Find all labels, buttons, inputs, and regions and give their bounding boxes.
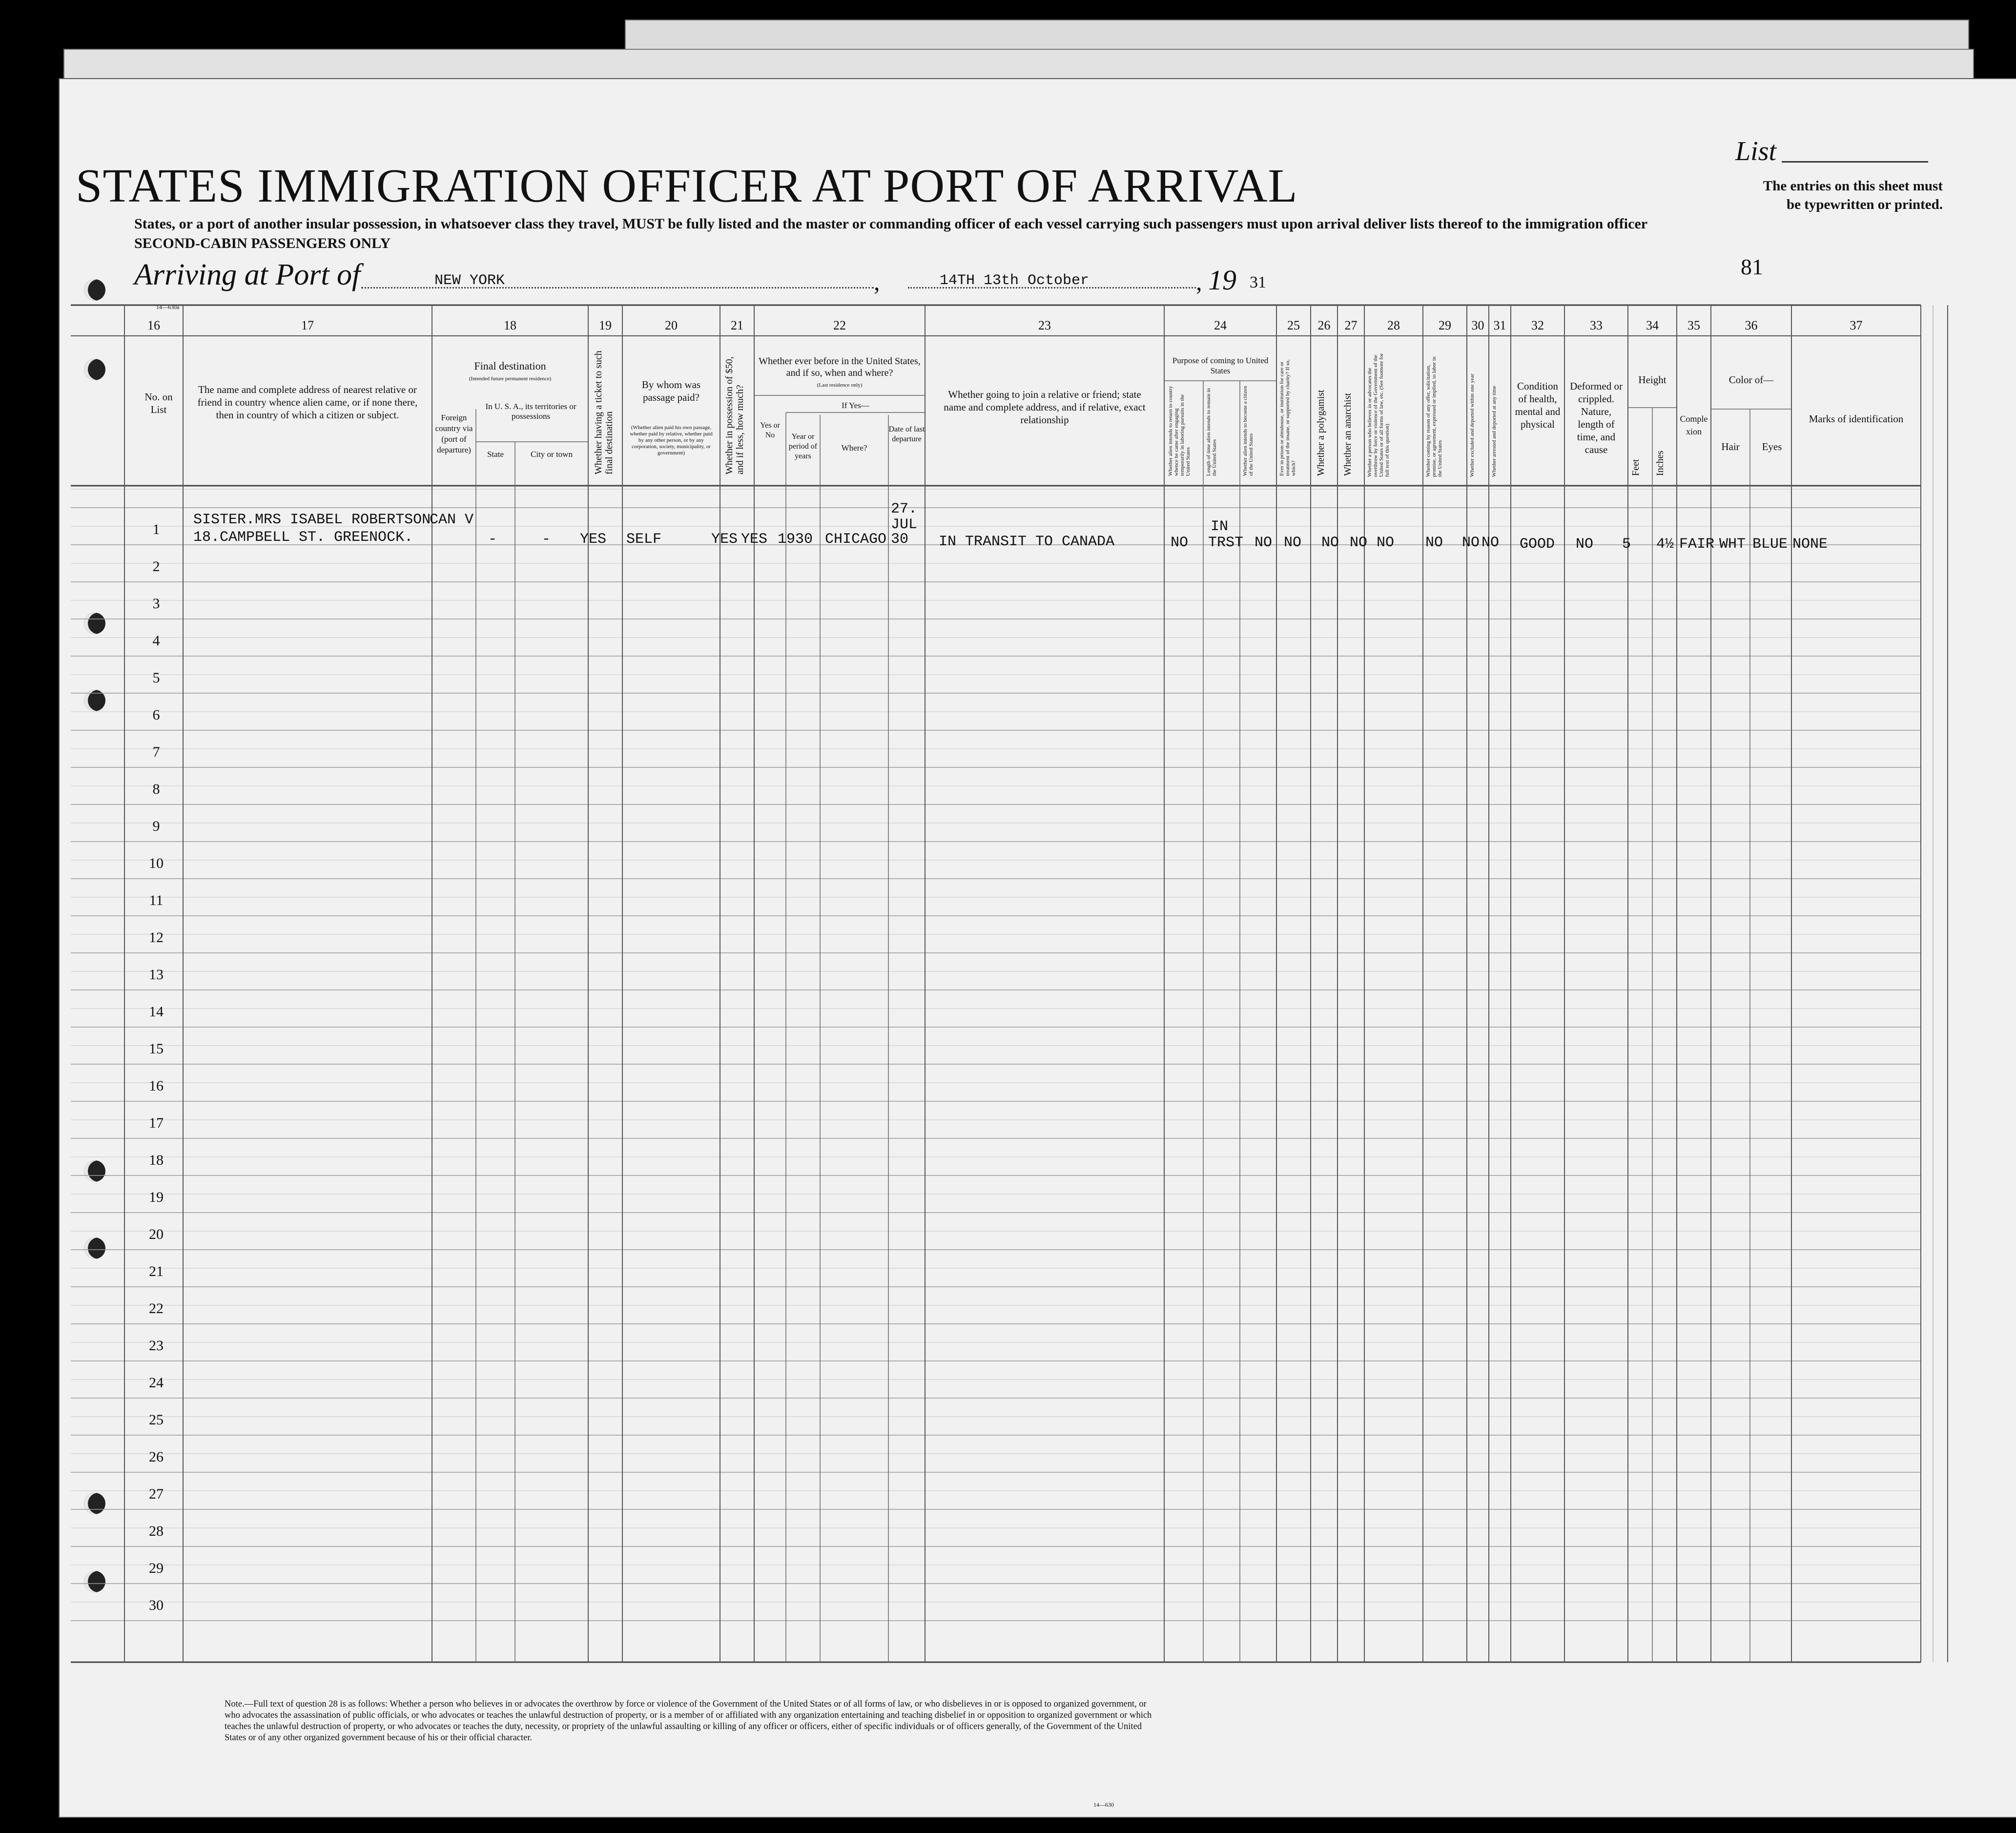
entry-length-line2: TRST — [1208, 535, 1244, 551]
column-number: 22 — [833, 318, 846, 332]
entry-relative-line2: 18.CAMPBELL ST. GREENOCK. — [193, 529, 413, 546]
column-number: 17 — [301, 318, 314, 332]
header-height: Height — [1638, 374, 1666, 386]
entry-city: - — [542, 531, 551, 548]
row-number: 21 — [149, 1263, 164, 1279]
header-final-destination-note: (Intended future permanent residence) — [469, 376, 552, 382]
header-where: Where? — [841, 443, 867, 453]
entry-joining: IN TRANSIT TO CANADA — [939, 534, 1115, 550]
column-number: 36 — [1745, 318, 1758, 332]
header-citizen: Whether alien intends to become a citizen of the United States — [1242, 386, 1254, 476]
entry-deformed: NO — [1576, 536, 1594, 553]
row-number: 20 — [149, 1226, 164, 1242]
header-hair: Hair — [1721, 441, 1740, 453]
entry-departure-line2: JUL — [891, 516, 918, 533]
row-number: 3 — [152, 596, 160, 612]
header-length: Length of time alien intends to remain in the United States — [1206, 388, 1217, 476]
column-number: 27 — [1344, 318, 1358, 332]
comma: , — [874, 268, 880, 295]
row-number: 13 — [149, 967, 164, 983]
entry-citizen: NO — [1255, 535, 1273, 551]
column-number: 37 — [1850, 318, 1863, 332]
header-usa: In U. S. A., its territories or possessions — [485, 402, 576, 421]
row-number: 18 — [149, 1152, 164, 1168]
row-number: 2 — [152, 558, 160, 575]
header-ticket: Whether having a ticket to such final destination — [593, 350, 615, 474]
row-number: 7 — [152, 744, 160, 760]
row-number: 19 — [149, 1189, 164, 1205]
column-number: 19 — [599, 318, 612, 332]
row-number: 6 — [152, 707, 160, 723]
entry-return: NO — [1171, 535, 1189, 551]
row-number: 30 — [149, 1597, 164, 1613]
entry-foreign-country: CAN V — [430, 512, 474, 528]
header-polygamist: Whether a polygamist — [1316, 390, 1326, 476]
header-if-yes: If Yes— — [842, 401, 869, 410]
header-color: Color of— — [1728, 374, 1774, 386]
date-value: 14TH 13th October — [940, 272, 1090, 289]
entry-excluded: NO — [1462, 535, 1480, 551]
entries-note-line: be typewritten or printed. — [1786, 197, 1943, 212]
form-title: STATES IMMIGRATION OFFICER AT PORT OF ARRIVAL — [76, 160, 1298, 212]
row-number: 15 — [149, 1041, 164, 1057]
entry-fifty-dollars: YES — [711, 531, 738, 548]
column-number: 24 — [1214, 318, 1227, 332]
column-number: 31 — [1493, 318, 1506, 332]
header-passage-paid: By whom was passage paid? — [641, 379, 701, 403]
form-code-bottom: 14—630 — [1093, 1801, 1114, 1808]
row-number: 28 — [149, 1523, 164, 1539]
column-number: 28 — [1387, 318, 1400, 332]
entry-feet: 5 — [1622, 536, 1631, 553]
entry-passage: SELF — [626, 531, 662, 548]
header-city: City or town — [531, 450, 573, 459]
entry-ever-before: YES — [741, 531, 768, 548]
entry-year: 1930 — [778, 531, 813, 548]
header-final-destination: Final destination — [474, 360, 546, 372]
column-number: 30 — [1471, 318, 1484, 332]
entry-health: GOOD — [1520, 536, 1555, 553]
header-anarchist: Whether an anarchist — [1342, 393, 1353, 476]
entry-departure-line3: 30 — [891, 531, 909, 548]
column-number: 29 — [1439, 318, 1451, 332]
header-inches: Inches — [1655, 450, 1666, 476]
entry-state: - — [488, 531, 497, 548]
row-number: 9 — [152, 818, 160, 834]
header-no-on-list: No. on List — [144, 391, 173, 415]
row-number: 25 — [149, 1412, 164, 1428]
entry-prison: NO — [1284, 535, 1302, 551]
entry-relative-line1: SISTER.MRS ISABEL ROBERTSON — [193, 512, 431, 528]
form-subtitle: States, or a port of another insular possession, in whatsoever class they travel, MUST be fully listed and the master or commanding officer of each vessel carrying such passengers must upon arrival deliver lists thereof to the immigration officer — [134, 216, 1648, 232]
header-foreign-country: Foreign country via (port of departure) — [435, 413, 473, 454]
column-number: 20 — [665, 318, 678, 332]
year-suffix: 31 — [1250, 273, 1266, 291]
header-departure-date: Date of last departure — [888, 425, 925, 443]
entry-anarchist: NO — [1350, 535, 1368, 551]
row-number: 14 — [149, 1004, 164, 1020]
column-number: 34 — [1646, 318, 1659, 332]
column-number: 35 — [1687, 318, 1700, 332]
column-number: 21 — [731, 318, 743, 332]
entry-deported: NO — [1481, 535, 1500, 551]
page-number: 81 — [1741, 254, 1763, 279]
arriving-label: Arriving at Port of — [134, 258, 361, 291]
row-number: 27 — [149, 1486, 164, 1502]
entry-overthrow: NO — [1377, 535, 1395, 551]
header-overthrow: Whether a person who believes in or advocates the overthrow by force or violence of the Government of the United States or of all forms of law, etc. (See footnote for full text of this question) — [1367, 353, 1390, 477]
entry-eyes: BLUE — [1752, 536, 1788, 553]
row-number: 12 — [149, 929, 164, 946]
header-feet: Feet — [1630, 459, 1641, 476]
entry-hair: WHT — [1719, 536, 1746, 553]
entry-ticket: YES — [580, 531, 607, 548]
header-ever-before-note: (Last residence only) — [817, 382, 863, 388]
row-number: 26 — [149, 1449, 164, 1465]
entry-labor-offer: NO — [1425, 535, 1443, 551]
row-number: 24 — [149, 1375, 164, 1391]
entries-note-line: The entries on this sheet must — [1763, 178, 1943, 194]
list-label: List — [1735, 136, 1777, 166]
port-value: NEW YORK — [434, 272, 505, 289]
row-number: 22 — [149, 1300, 164, 1317]
column-number: 33 — [1590, 318, 1603, 332]
row-number: 16 — [149, 1078, 164, 1094]
header-state: State — [487, 450, 504, 459]
header-passage-paid-note: (Whether alien paid his own passage, whether paid by relative, whether paid by any other person, or by any corporation, society, municipality, or government) — [630, 425, 713, 456]
header-excluded: Whether excluded and deported within one year — [1469, 373, 1475, 477]
form-code-top: 14—630a — [156, 304, 180, 310]
comma: , — [1196, 268, 1202, 295]
header-purpose: Purpose of coming to United States — [1172, 356, 1269, 375]
column-number: 18 — [504, 318, 516, 332]
header-marks: Marks of identification — [1809, 413, 1904, 425]
entry-where: CHICAGO — [825, 531, 887, 548]
header-deported: Whether arrested and deported at any time — [1491, 386, 1497, 477]
header-relative-address: The name and complete address of nearest relative or friend in country whence alien came, or if none there, then in country of which a citizen or subject. — [197, 384, 418, 421]
header-prison: Ever in prison or almshouse, or institution for care or treatment of the insane, or supported by charity? If so, which? — [1279, 359, 1296, 476]
passenger-class: SECOND-CABIN PASSENGERS ONLY — [134, 235, 391, 251]
footnote: Note.—Full text of question 28 is as follows: Whether a person who believes in or advocates the overthrow by force or violence of the Government of the United States or of all forms of law, or who disbelieves in or is opposed to organized government, or who advocates the assassination of public officials, or who advocates or teaches the unlawful destruction of property, or is a member of or affiliated with any organization entertaining and teaching disbelief in or opposition to organized government or which teaches the unlawful destruction of property, or who advocates or teaches the duty, necessity, or propriety of the unlawful assaulting or killing of any officer or officers, either of specific individuals or of officers generally, of the Government of the United States or of any other organized government because of his or their official character. — [225, 1699, 1152, 1743]
header-fifty-dollars: Whether in possession of $50, and if less, how much? — [724, 356, 745, 474]
entry-inches: 4½ — [1656, 536, 1674, 553]
entry-marks: NONE — [1792, 536, 1828, 553]
row-number: 23 — [149, 1338, 164, 1354]
column-number: 26 — [1317, 318, 1331, 332]
row-number: 17 — [149, 1115, 164, 1131]
entry-polygamist: NO — [1321, 535, 1339, 551]
header-complexion: Complexion — [1680, 414, 1708, 436]
column-number: 32 — [1531, 318, 1544, 332]
header-deformed: Deformed or crippled. Nature, length of time, and cause — [1570, 380, 1623, 455]
header-eyes: Eyes — [1762, 441, 1782, 453]
column-number: 16 — [147, 318, 160, 332]
header-health: Condition of health, mental and physical — [1515, 380, 1561, 430]
row-number: 4 — [152, 633, 160, 649]
column-number: 23 — [1038, 318, 1051, 332]
row-number: 29 — [149, 1560, 164, 1576]
row-number: 10 — [149, 855, 164, 871]
row-number: 8 — [152, 781, 160, 797]
header-return-vert: Whether alien intends to return to country whence he came after engaging temporarily in laboring pursuits in the United States — [1168, 386, 1191, 476]
header-labor-offer: Whether coming by reason of any offer, solicitation, promise, or agreement, expressed or implied, to labor in the United States — [1425, 356, 1443, 477]
header-joining: Whether going to join a relative or friend; state name and complete address, and if relative, exact relationship — [944, 389, 1146, 426]
header-ever-before: Whether ever before in the United States, and if so, when and where? — [759, 356, 921, 378]
entry-complexion: FAIR — [1679, 536, 1715, 553]
column-number: 25 — [1287, 318, 1300, 332]
row-number: 1 — [152, 521, 160, 537]
year-prefix: 19 — [1208, 264, 1236, 296]
row-number: 5 — [152, 670, 160, 686]
row-number: 11 — [149, 892, 164, 908]
header-year: Year or period of years — [788, 433, 818, 460]
entry-length-line1: IN — [1211, 518, 1229, 535]
entry-departure-line1: 27. — [891, 501, 918, 517]
header-yes-no: Yes or No — [760, 421, 780, 439]
